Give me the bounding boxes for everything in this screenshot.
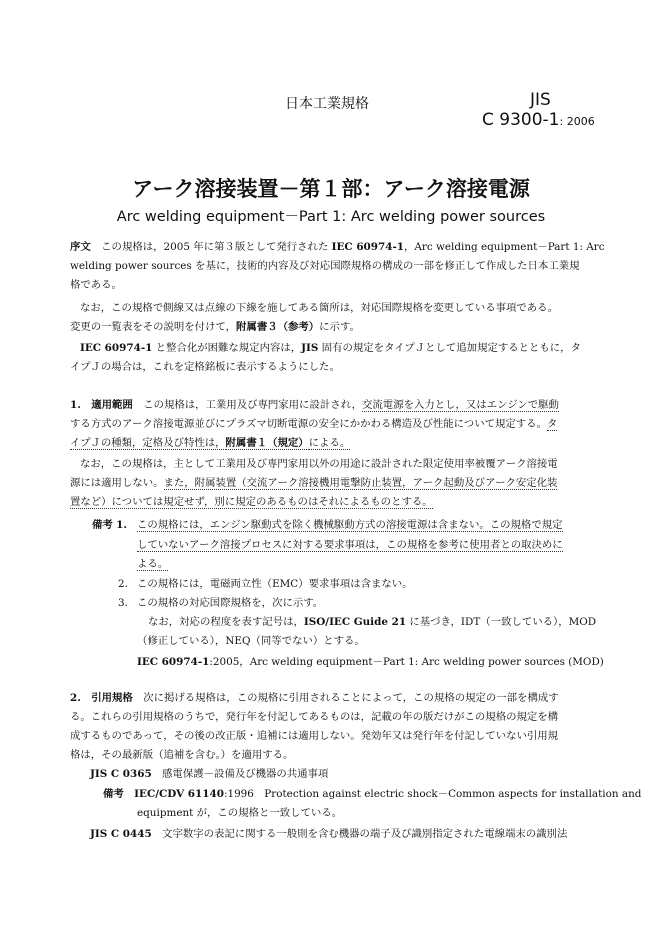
scope-line bbox=[70, 474, 557, 493]
preface-ref: IEC 60974-1 bbox=[331, 241, 405, 253]
refs-line bbox=[70, 689, 559, 708]
preface-line bbox=[70, 318, 360, 337]
corresponding-standard bbox=[137, 653, 604, 672]
preface-text: ，Arc welding equipment－Part 1: Arc bbox=[404, 241, 605, 253]
note-3-line: （修正している），NEQ（同等でない）とする。 bbox=[137, 635, 365, 647]
section-heading-refs: 引用規格 bbox=[91, 692, 133, 704]
scope-text-modified: イプＪの種類，定格及び特性は， bbox=[70, 437, 226, 449]
scope-line bbox=[70, 415, 557, 434]
section-number: 1. bbox=[70, 399, 81, 411]
note-text-modified: していないアーク溶接プロセスに対する要求事項は，この規格を参考に使用者との取決めに bbox=[137, 539, 563, 551]
scope-line bbox=[70, 396, 559, 415]
refs-text: 次に掲げる規格は，この規格に引用されることによって，この規格の規定の一部を構成す bbox=[143, 692, 559, 704]
jis-label: JIS bbox=[530, 90, 551, 110]
ref-note-text: :1996 Protection against electric shock－Common aspects for installation and bbox=[223, 788, 642, 800]
standard-number bbox=[482, 110, 595, 130]
scope-line bbox=[70, 434, 350, 453]
note-3-number: 3. bbox=[118, 597, 128, 609]
preface-line: イプＪの場合は，これを定格銘板に表示するようにした。 bbox=[70, 361, 340, 373]
note-text-modified: この規格で規定 bbox=[489, 519, 563, 531]
iec-ref: IEC/CDV 61140 bbox=[134, 788, 224, 800]
note-text: :2005，Arc welding equipment－Part 1: Arc welding power sources (MOD) bbox=[209, 656, 604, 668]
ref-code: JIS C 0445 bbox=[90, 828, 152, 840]
refs-line: 格は，その最新版（追補を含む。）を適用する。 bbox=[70, 749, 294, 761]
scope-text-modified: また，附属装置（交流アーク溶接機用電撃防止装置，アーク起動及びアーク安定化装 bbox=[163, 477, 558, 489]
scope-text: この規格は，工業用及び専門家用に設計され， bbox=[143, 399, 363, 411]
scope-text-modified: 置など）については規定せず，別に規定のあるものはそれによるものとする。 bbox=[70, 496, 433, 508]
standard-code: C 9300-1 bbox=[482, 110, 560, 130]
scope-text: する方式のアーク溶接電源並びにプラズマ切断電源の安全にかかわる構造及び性能について規定する。 bbox=[70, 418, 547, 430]
standard-year: : 2006 bbox=[559, 115, 595, 128]
preface-heading: 序文 bbox=[70, 241, 91, 253]
iso-guide-ref: ISO/IEC Guide 21 bbox=[303, 616, 407, 628]
annex-3-ref: 附属書３（参考） bbox=[236, 321, 320, 333]
note-text: に基づき，IDT（一致している），MOD bbox=[406, 616, 597, 628]
preface-text: 固有の規定をタイプＪとして追加規定するとともに，タ bbox=[318, 342, 581, 354]
preface-text: 変更の一覧表をその説明を付けて， bbox=[70, 321, 237, 333]
preface-line: なお，この規格で側線又は点線の下線を施してある箇所は，対応国際規格を変更している事項である。 bbox=[80, 302, 558, 314]
note-label: 備考 bbox=[103, 788, 124, 800]
note-text-modified: この規格には，エンジン駆動式を除く機械駆動方式の溶接電源は含まない。 bbox=[137, 519, 490, 531]
note-3: この規格の対応国際規格を，次に示す。 bbox=[137, 597, 324, 609]
preface-text: この規格は，2005 年に第３版として発行された bbox=[101, 241, 332, 253]
page-subtitle: Arc welding equipment－Part 1: Arc welding power sources bbox=[116, 209, 546, 225]
ref-title: 感電保護－設備及び機器の共通事項 bbox=[162, 768, 329, 780]
standard-name: 日本工業規格 bbox=[285, 96, 369, 112]
note-2-number: 2. bbox=[118, 578, 128, 590]
page-title: アーク溶接装置－第１部：アーク溶接電源 bbox=[132, 177, 530, 201]
refs-line: 成するものであって，その後の改正版・追補には適用しない。発効年又は発行年を付記していない引用規 bbox=[70, 730, 559, 742]
preface-line bbox=[80, 339, 581, 358]
note-1 bbox=[92, 516, 127, 535]
annex-1-ref: 附属書１（規定） bbox=[225, 437, 309, 449]
jis-ref: JIS bbox=[301, 342, 319, 354]
note-text: なお，対応の程度を表す記号は， bbox=[148, 616, 304, 628]
scope-text-modified: 交流電源を入力とし，又はエンジンで駆動 bbox=[362, 399, 559, 411]
section-number: 2. bbox=[70, 692, 81, 704]
note-3-line bbox=[148, 613, 596, 632]
ref-code: JIS C 0365 bbox=[90, 768, 152, 780]
iec-ref: IEC 60974-1 bbox=[137, 656, 210, 668]
ref-item-1 bbox=[90, 765, 328, 784]
preface-text: に示す。 bbox=[319, 321, 360, 333]
refs-line: る。これらの引用規格のうちで，発行年を付記してあるものは，記載の年の版だけがこの規格の規定を構 bbox=[70, 711, 559, 723]
note-label: 備考 bbox=[92, 519, 113, 531]
scope-text-modified: による。 bbox=[308, 437, 351, 449]
note-1-line bbox=[137, 555, 168, 574]
ref-note bbox=[103, 785, 641, 804]
ref-title: 文字数字の表記に関する一般則を含む機器の端子及び識別指定された電線端末の識別法 bbox=[162, 828, 568, 840]
scope-line: なお，この規格は，主として工業用及び専門家用以外の用途に設計された限定使用率被覆アーク溶接電 bbox=[80, 458, 558, 470]
note-2: この規格には，電磁両立性（EMC）要求事項は含まない。 bbox=[137, 578, 413, 590]
ref-note-line: equipment が，この規格と一致している。 bbox=[137, 807, 343, 819]
preface-line: welding power sources を基に，技術的内容及び対応国際規格の構成の一部を修正して作成した日本工業規 bbox=[70, 260, 580, 272]
note-text-modified: よる。 bbox=[137, 558, 169, 570]
section-heading-scope: 適用範囲 bbox=[91, 399, 133, 411]
preface-line: 格である。 bbox=[70, 279, 122, 291]
note-number: 1. bbox=[116, 519, 127, 531]
scope-line bbox=[70, 493, 433, 512]
note-1-line bbox=[137, 516, 563, 535]
ref-item-2 bbox=[90, 825, 567, 844]
note-1-line bbox=[137, 536, 563, 555]
scope-text: 源には適用しない。 bbox=[70, 477, 164, 489]
scope-text-modified: タ bbox=[546, 418, 558, 430]
iec-ref: IEC 60974-1 bbox=[80, 342, 153, 354]
preface-text: と整合化が困難な規定内容は， bbox=[152, 342, 302, 354]
preface-line bbox=[70, 238, 605, 257]
